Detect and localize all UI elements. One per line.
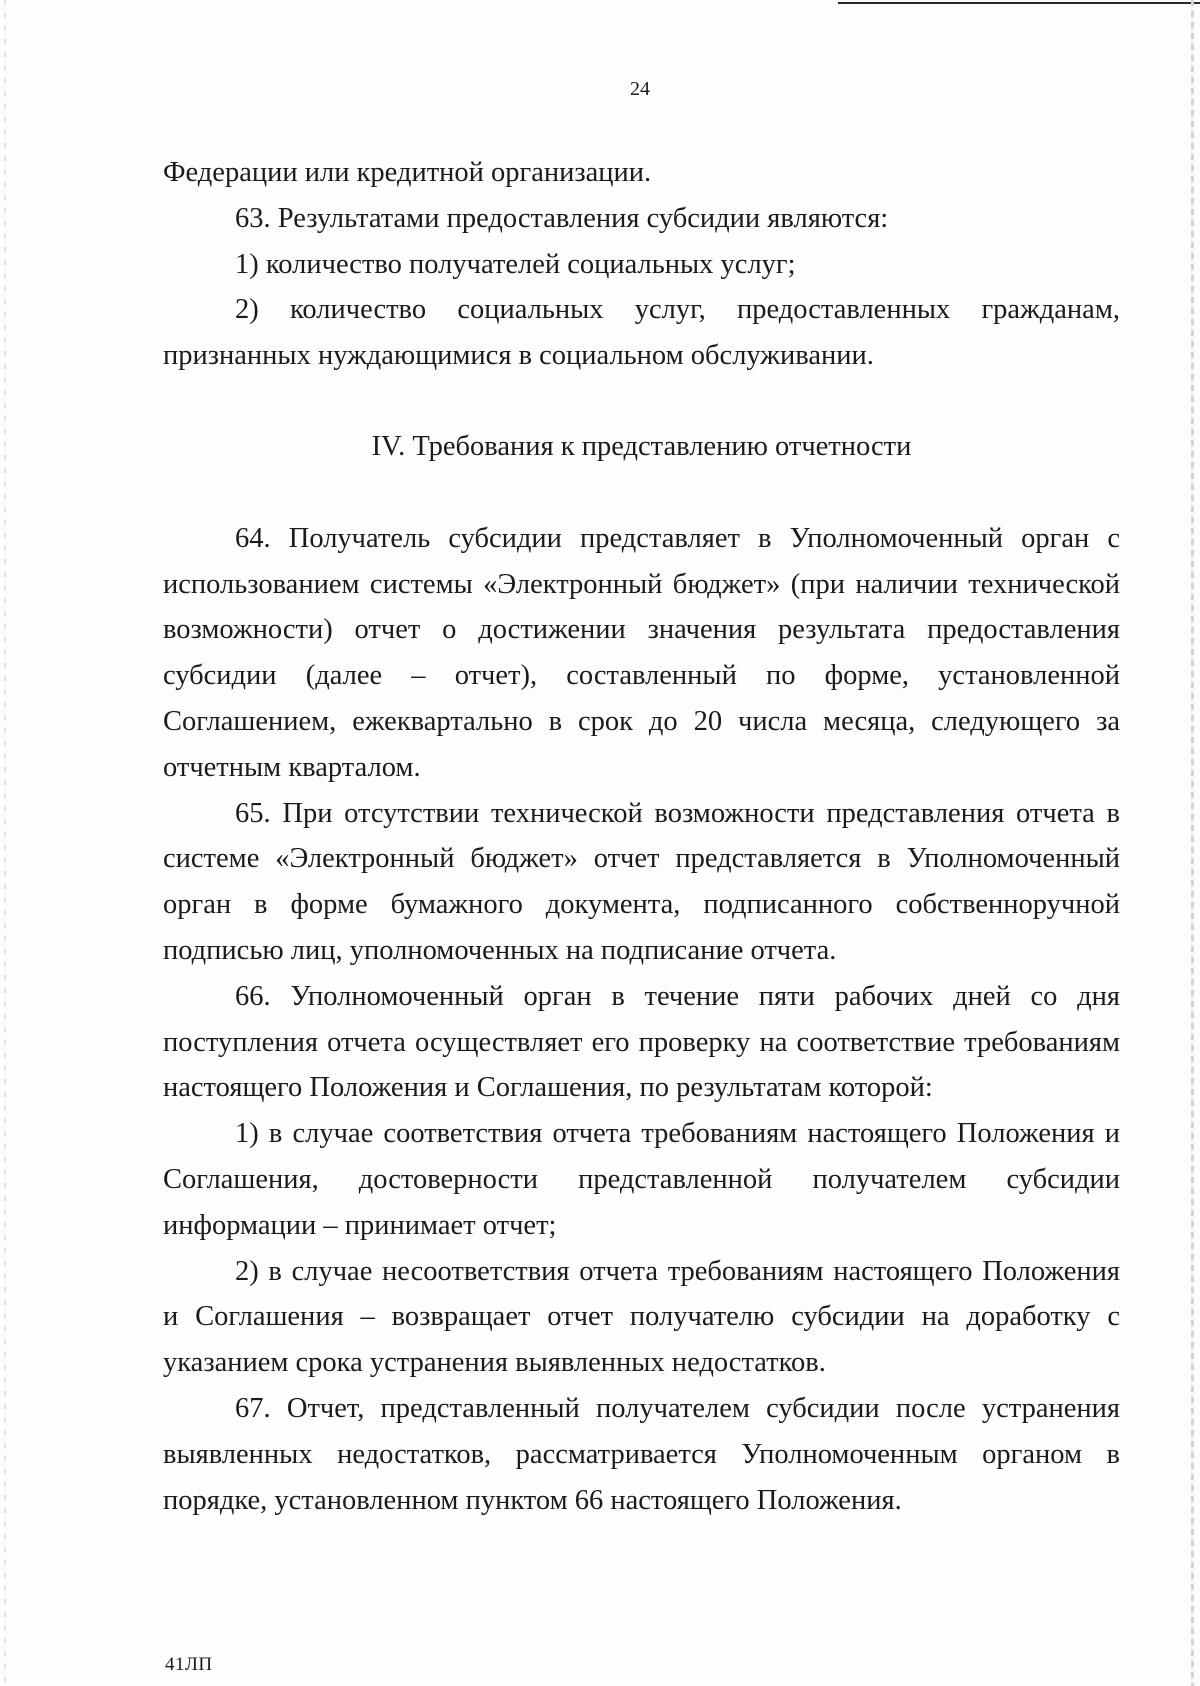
scan-edge-left [4,0,6,1686]
page-number: 24 [630,78,650,100]
paragraph-66-item-2: 2) в случае несоответствия отчета требованиям настоящего Положения и Соглашения – возвращает отчет получателю субсидии на доработку с указанием срока устранения выявленных недостатков. [163,1255,1120,1379]
scan-edge-right [1191,0,1194,1686]
paragraph-continuation: Федерации или кредитной организации. [163,157,652,188]
paragraph-66: 66. Уполномоченный орган в течение пяти рабочих дней со дня поступления отчета осуществляет его проверку на соответствие требованиям настоящего Положения и Соглашения, по результатам которой: [163,980,1120,1104]
section-heading: IV. Требования к представлению отчетности [371,430,912,462]
document-body [163,150,1120,1523]
paragraph-65: 65. При отсутствии технической возможности представления отчета в системе «Электронный бюджет» отчет представляется в Уполномоченный орган в форме бумажного документа, подписанного собственноручной подписью лиц, уполномоченных на подписание отчета. [163,797,1120,966]
paragraph-66-item-1: 1) в случае соответствия отчета требованиям настоящего Положения и Соглашения, достоверности представленной получателем субсидии информации – принимает отчет; [163,1118,1120,1241]
paragraph-67: 67. Отчет, представленный получателем субсидии после устранения выявленных недостатков, рассматривается Уполномоченным органом в порядке, установленном пунктом 66 настоящего Положения. [163,1392,1120,1516]
footer-document-code: 41ЛП [165,1654,213,1675]
paragraph-63-item-2: 2) количество социальных услуг, предоставленных гражданам, признанных нуждающимися в социальном обслуживании. [163,294,1120,372]
paragraph-63-item-1: 1) количество получателей социальных услуг; [235,248,796,280]
paragraph-64: 64. Получатель субсидии представляет в Уполномоченный орган с использованием системы «Электронный бюджет» (при наличии технической возможности) отчет о достижении значения результата предоставления субсидии (далее – отчет), составленный по форме, установленной Соглашением, ежеквартально в срок до 20 числа месяца, следующего за отчетным кварталом. [163,522,1120,783]
paragraph-63: 63. Результатами предоставления субсидии являются: [235,202,889,234]
scan-edge-top [838,2,1200,4]
